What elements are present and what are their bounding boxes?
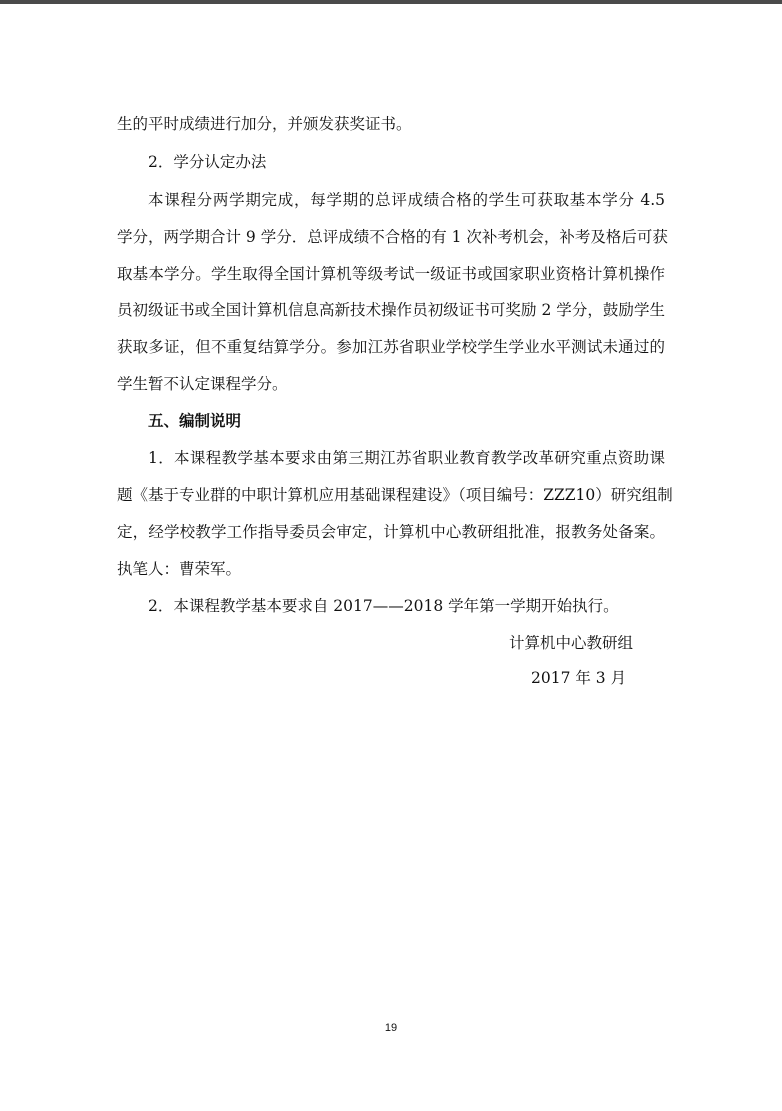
section-subheading: 2．学分认定办法 bbox=[148, 153, 267, 171]
paragraph-line: 学生暂不认定课程学分。 bbox=[117, 375, 288, 393]
paragraph-line: 员初级证书或全国计算机信息高新技术操作员初级证书可奖励 2 学分，鼓励学生 bbox=[117, 301, 665, 319]
paragraph-line: 获取多证，但不重复结算学分。参加江苏省职业学校学生学业水平测试未通过的 bbox=[117, 338, 665, 356]
paragraph-line: 1．本课程教学基本要求由第三期江苏省职业教育教学改革研究重点资助课 bbox=[148, 449, 665, 467]
page-number: 19 bbox=[384, 1022, 398, 1034]
paragraph-line: 定，经学校教学工作指导委员会审定，计算机中心教研组批准，报教务处备案。 bbox=[117, 523, 665, 541]
paragraph-line: 执笔人：曹荣军。 bbox=[117, 560, 242, 578]
section-heading: 五、编制说明 bbox=[148, 411, 242, 430]
paragraph-line: 题《基于专业群的中职计算机应用基础课程建设》（项目编号：ZZZ10）研究组制 bbox=[117, 486, 673, 504]
top-border bbox=[0, 0, 782, 4]
paragraph-line: 学分，两学期合计 9 学分．总评成绩不合格的有 1 次补考机会，补考及格后可获 bbox=[117, 228, 668, 246]
paragraph-line: 本课程分两学期完成，每学期的总评成绩合格的学生可获取基本学分 4.5 bbox=[148, 191, 665, 209]
paragraph-line: 取基本学分。学生取得全国计算机等级考试一级证书或国家职业资格计算机操作 bbox=[117, 265, 665, 283]
signature-org: 计算机中心教研组 bbox=[509, 634, 634, 652]
paragraph-line: 生的平时成绩进行加分，并颁发获奖证书。 bbox=[117, 115, 412, 133]
paragraph-line: 2．本课程教学基本要求自 2017——2018 学年第一学期开始执行。 bbox=[148, 597, 619, 615]
signature-date: 2017 年 3 月 bbox=[531, 669, 627, 687]
